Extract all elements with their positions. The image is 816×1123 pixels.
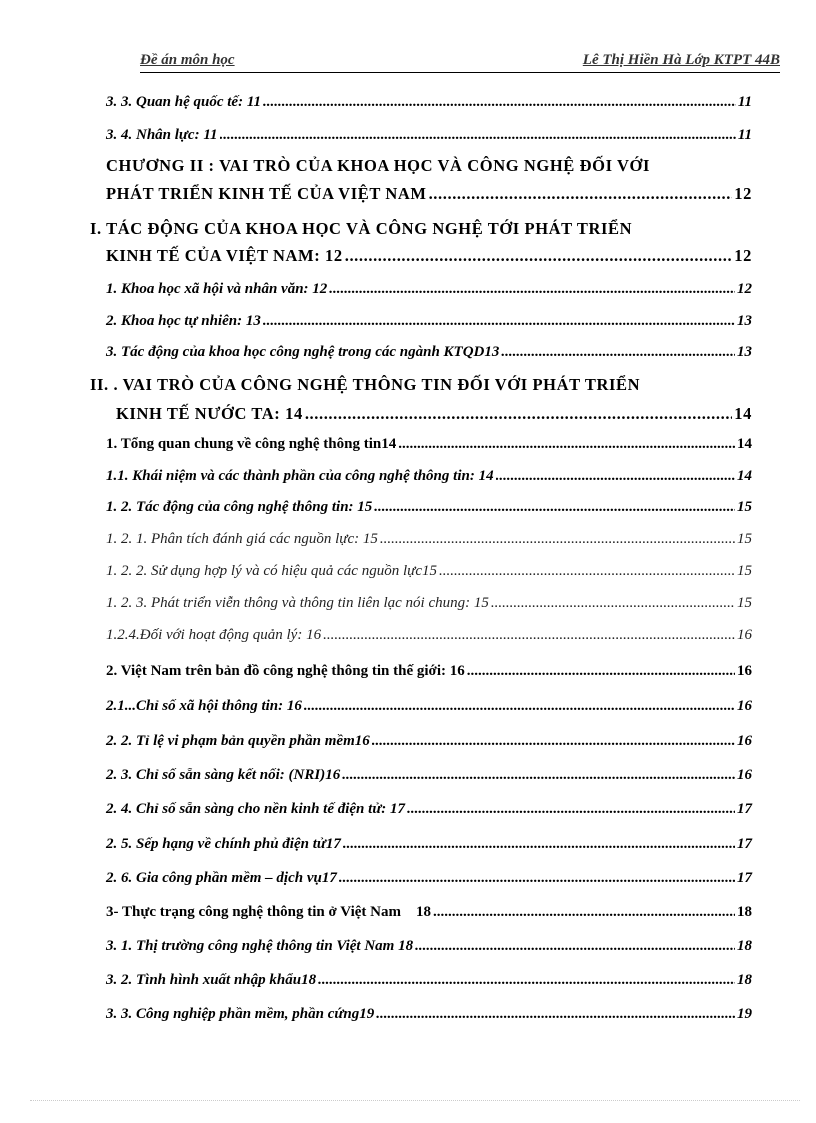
toc-entry[interactable] [106,1006,752,1023]
toc-entry[interactable] [106,531,752,548]
header-course-title: Đề án môn học [140,52,235,68]
toc-section-line: II. . VAI TRÒ CỦA CÔNG NGHỆ THÔNG TIN ĐỐI VỚI PHÁT TRIỂN [90,375,641,394]
toc-entry[interactable] [106,184,752,204]
toc-entry-title: 2. 2. Tỉ lệ vi phạm bản quyền phần mềm16 [106,733,370,749]
header-author: Lê Thị Hiền Hà Lớp KTPT 44B [582,52,780,68]
toc-entry-page: 16 [737,698,752,714]
toc-entry-page: 12 [734,246,752,265]
toc-entry[interactable] [106,698,752,715]
toc-entry-page: 14 [734,404,752,423]
toc-entry[interactable] [106,836,752,853]
toc-entry[interactable] [106,767,752,784]
toc-entry-page: 17 [737,801,752,817]
toc-entry-title: 2. 6. Gia công phần mềm – dịch vụ17 [106,870,337,886]
toc-entry-page: 13 [737,344,752,360]
page-header [140,50,780,73]
toc-entry-title: 1. 2. 3. Phát triển viễn thông và thông tin liên lạc nói chung: 15 [106,595,489,611]
toc-entry[interactable] [116,404,752,424]
toc-entry-page: 16 [737,627,752,643]
toc-entry-title: 1. Khoa học xã hội và nhân văn: 12 [106,281,328,297]
toc-entry[interactable] [106,938,752,955]
toc-entry[interactable] [106,344,752,361]
toc-entry-page: 15 [737,595,752,611]
toc-entry[interactable] [106,801,752,818]
toc-entry[interactable] [106,733,752,750]
toc-entry[interactable] [106,563,752,580]
toc-entry-page: 12 [734,184,752,203]
toc-entry-title: 1. 2. Tác động của công nghệ thông tin: 15 [106,499,373,515]
toc-entry-page: 16 [737,767,752,783]
toc-entry-page: 14 [737,468,752,484]
toc-entry[interactable] [106,468,752,485]
toc-entry-title: 1. 2. 1. Phân tích đánh giá các nguồn lực: 15 [106,531,378,547]
toc-section-line: I. TÁC ĐỘNG CỦA KHOA HỌC VÀ CÔNG NGHỆ TỚI PHÁT TRIỂN [90,219,633,238]
toc-entry-page: 15 [737,531,752,547]
toc-entry-page: 19 [737,1006,752,1022]
toc-entry[interactable] [106,281,752,298]
toc-entry-title: KINH TẾ CỦA VIỆT NAM: 12 [106,246,343,265]
toc-chapter-line: CHƯƠNG II : VAI TRÒ CỦA KHOA HỌC VÀ CÔNG NGHỆ ĐỐI VỚI [106,156,650,175]
toc-entry-page: 16 [737,733,752,749]
toc-entry[interactable] [106,127,752,144]
toc-entry-title: 2. 3. Chỉ số sẵn sàng kết nối: (NRI)16 [106,767,341,783]
toc-entry-page: 11 [737,94,752,110]
toc-entry[interactable] [106,94,752,111]
toc-entry[interactable] [106,870,752,887]
toc-entry-page: 16 [737,663,752,679]
toc-entry-title: 3. Tác động của khoa học công nghệ trong các ngành KTQD13 [106,344,500,360]
toc-entry-title: 1. 2. 2. Sử dụng hợp lý và có hiệu quả các nguồn lực15 [106,563,437,579]
toc-entry-title: 2. 5. Sếp hạng về chính phủ điện tử17 [106,836,341,852]
toc-entry[interactable] [106,499,752,516]
toc-entry[interactable] [106,663,752,680]
toc-entry-page: 18 [737,972,752,988]
page-bottom-divider [30,1100,800,1101]
toc-entry-page: 17 [737,870,752,886]
toc-entry-page: 13 [737,313,752,329]
toc-entry[interactable] [106,313,752,330]
toc-entry-title: 3. 3. Công nghiệp phần mềm, phần cứng19 [106,1006,375,1022]
toc-entry-page: 15 [737,499,752,515]
toc-entry[interactable] [106,246,752,266]
toc-entry-page: 18 [737,904,752,920]
toc-entry-title: 3. 4. Nhân lực: 11 [106,127,218,143]
toc-entry-page: 18 [737,938,752,954]
toc-entry-title: 1.2.4.Đối với hoạt động quản lý: 16 [106,627,322,643]
toc-entry-title: 1.1. Khái niệm và các thành phần của công nghệ thông tin: 14 [106,468,494,484]
toc-entry-title: 3- Thực trạng công nghệ thông tin ở Việt Nam 18 [106,904,431,920]
toc-entry-page: 11 [737,127,752,143]
toc-entry-title: 2. Khoa học tự nhiên: 13 [106,313,261,329]
toc-entry-page: 14 [737,436,752,452]
toc-entry[interactable] [106,972,752,989]
toc-entry-title: 3. 2. Tình hình xuất nhập khẩu18 [106,972,317,988]
toc-entry[interactable] [106,627,752,644]
toc-entry-page: 15 [737,563,752,579]
toc-entry-page: 17 [737,836,752,852]
toc-entry[interactable] [106,595,752,612]
toc-entry[interactable] [106,436,752,453]
toc-entry-title: KINH TẾ NƯỚC TA: 14 [116,404,303,423]
toc-entry-page: 12 [737,281,752,297]
toc-entry-title: PHÁT TRIỂN KINH TẾ CỦA VIỆT NAM [106,184,427,203]
toc-entry-title: 3. 3. Quan hệ quốc tế: 11 [106,94,262,110]
toc-entry-title: 3. 1. Thị trường công nghệ thông tin Việt Nam 18 [106,938,414,954]
toc-entry-title: 2. 4. Chỉ số sẵn sàng cho nền kinh tế điện tử: 17 [106,801,406,817]
toc-entry-title: 1. Tổng quan chung về công nghệ thông tin14 [106,436,397,452]
toc-entry[interactable] [106,904,752,921]
toc-entry-title: 2. Việt Nam trên bản đồ công nghệ thông tin thế giới: 16 [106,663,465,679]
toc-entry-title: 2.1...Chỉ số xã hội thông tin: 16 [106,698,302,714]
